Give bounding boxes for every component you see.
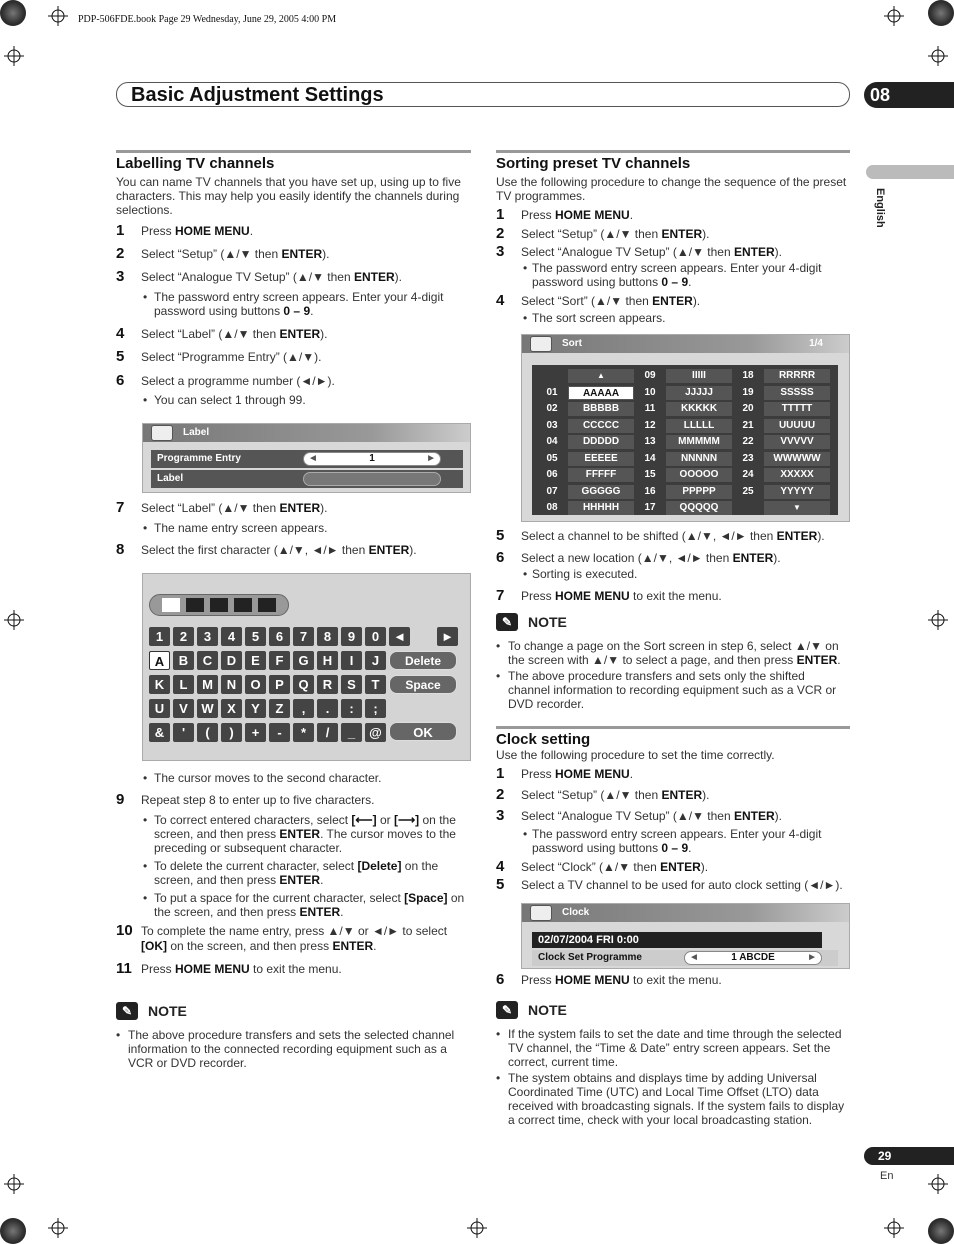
label-screen (142, 423, 471, 493)
step-bullet: • The password entry screen appears. Enter your 4-digit password using buttons 0 – 9. (496, 261, 850, 294)
keyboard-key[interactable]: J (365, 651, 386, 670)
sort-channel-name[interactable]: GGGGG (568, 485, 634, 499)
sort-channel-name[interactable]: MMMMM (666, 435, 732, 449)
list-item: • If the system fails to set the date and time through the selected TV channel, the “Time & Date” entry screen appears. Set the correct, current time. (496, 1027, 850, 1069)
sort-channel-name[interactable]: TTTTT (764, 402, 830, 416)
step: 5 Select a TV channel to be used for auto clock setting (◄/►). (496, 876, 843, 893)
language-tab (866, 165, 954, 179)
sort-channel-number: 09 (644, 370, 656, 381)
menu-icon (530, 905, 552, 921)
sort-channel-name[interactable]: FFFFF (568, 468, 634, 482)
left-steps-9-11 (116, 771, 471, 977)
step: 2 Select “Setup” (▲/▼ then ENTER). (496, 225, 710, 242)
left-steps-7-8 (116, 501, 471, 558)
sort-note (496, 613, 850, 713)
keyboard-key[interactable]: - (269, 723, 290, 742)
sort-channel-name[interactable]: PPPPP (666, 485, 732, 499)
step: 1 Press HOME MENU. (496, 206, 634, 223)
crosshair-icon (4, 46, 24, 66)
keyboard-key[interactable]: 7 (293, 627, 314, 646)
left-arrow-icon: ◄ (308, 453, 318, 464)
keyboard-key[interactable]: X (221, 699, 242, 718)
programme-entry-row[interactable] (151, 450, 463, 468)
list-item: • To delete the current character, select [Delete] on the screen, and then press ENTER. (116, 859, 471, 887)
section-title-sorting: Sorting preset TV channels (496, 150, 850, 172)
step-bullet: • The cursor moves to the second character. (116, 771, 471, 793)
sort-channel-name[interactable]: NNNNN (666, 452, 732, 466)
chapter-number: 08 (864, 82, 954, 108)
sort-channel-name[interactable]: AAAAA (568, 386, 634, 400)
keyboard-key[interactable]: O (245, 675, 266, 694)
step-bullet: • Sorting is executed. (496, 567, 850, 589)
step9-bullets (116, 813, 471, 919)
sort-channel-number: 13 (644, 436, 656, 447)
sort-channel-number: 02 (546, 403, 558, 414)
step: 4 Select “Label” (▲/▼ then ENTER). (116, 325, 328, 342)
sort-channel-number: 06 (546, 469, 558, 480)
keyboard-key[interactable]: I (341, 651, 362, 670)
sort-channel-number: 20 (742, 403, 754, 414)
sort-channel-number: 17 (644, 502, 656, 513)
keyboard-key[interactable]: 3 (197, 627, 218, 646)
sort-channel-number: 07 (546, 485, 558, 497)
crosshair-icon (928, 1174, 948, 1194)
keyboard-key[interactable]: F (269, 651, 290, 670)
sort-channel-number: 21 (742, 419, 754, 431)
step: 2 Select “Setup” (▲/▼ then ENTER). (116, 245, 330, 262)
keyboard-key[interactable]: 9 (341, 627, 362, 646)
name-entry-screen (142, 573, 471, 761)
keyboard-key[interactable]: P (269, 675, 290, 694)
sort-channel-name[interactable]: DDDDD (568, 435, 634, 449)
sort-channel-name[interactable]: QQQQQ (666, 501, 732, 515)
right-clock-section (496, 726, 850, 893)
sort-channel-name[interactable]: VVVVV (764, 435, 830, 449)
keyboard-key[interactable]: . (317, 699, 338, 718)
sort-channel-number: 03 (546, 419, 558, 431)
sort-channel-number: 04 (546, 436, 558, 447)
sort-channel-number: 05 (546, 452, 558, 464)
list-item: • The above procedure transfers and sets only the shifted channel information to recording equipment such as a VCR or DVD recorder. (496, 669, 850, 711)
step: 6 Press HOME MENU to exit the menu. (496, 971, 722, 988)
step: 11 Press HOME MENU to exit the menu. (116, 960, 342, 977)
step: 10 To complete the name entry, press ▲/▼ or ◄/► to select [OK] on the screen, and then press ENTER. (116, 922, 448, 953)
list-item: • To change a page on the Sort screen in step 6, select ▲/▼ on the screen with ▲/▼ to select a page, and then press ENTER. (496, 639, 850, 667)
programme-entry-value[interactable]: ◄ 1 ► (303, 452, 441, 466)
sort-channel-name[interactable]: XXXXX (764, 468, 830, 482)
sorting-intro: Use the following procedure to change the sequence of the preset TV programmes. (496, 175, 847, 203)
clock-screen (521, 903, 850, 969)
sort-channel-name[interactable]: YYYYY (764, 485, 830, 499)
keyboard-key[interactable]: Y (245, 699, 266, 718)
keyboard-key[interactable]: W (197, 699, 218, 718)
keyboard-key[interactable]: M (197, 675, 218, 694)
section-title-labelling: Labelling TV channels (116, 150, 471, 172)
sort-channel-name[interactable]: BBBBB (568, 402, 634, 416)
sort-channel-name[interactable]: WWWWW (764, 452, 830, 466)
clock-programme-selector[interactable]: ◄ 1 ABCDE ► (684, 951, 822, 965)
sort-channel-name[interactable]: SSSSS (764, 386, 830, 400)
crosshair-icon (467, 1218, 487, 1238)
sort-channel-name[interactable]: CCCCC (568, 419, 634, 433)
chapter-header (116, 82, 850, 107)
keyboard-key[interactable]: 2 (173, 627, 194, 646)
pencil-icon: ✎ (496, 613, 518, 631)
keyboard-key[interactable]: @ (365, 723, 386, 742)
keyboard-key[interactable]: E (245, 651, 266, 670)
label-row[interactable] (151, 470, 463, 488)
keyboard-key[interactable]: ( (197, 723, 218, 742)
section-title-clock: Clock setting (496, 726, 850, 748)
keyboard-key[interactable]: R (317, 675, 338, 694)
keyboard-key[interactable]: + (245, 723, 266, 742)
sort-channel-number: 08 (546, 502, 558, 513)
sort-channel-name[interactable]: JJJJJ (666, 386, 732, 400)
clock-set-programme-label: Clock Set Programme (538, 952, 642, 963)
step: 3 Select “Analogue TV Setup” (▲/▼ then ENTER). (116, 268, 402, 285)
sort-screen-title: Sort (562, 338, 582, 349)
clock-screen-title: Clock (562, 907, 590, 918)
step: 1 Press HOME MENU. (116, 222, 254, 239)
crosshair-icon (928, 610, 948, 630)
sort-channel-number: 18 (742, 370, 754, 381)
clock-datetime-row (532, 932, 822, 948)
keyboard-key[interactable]: , (293, 699, 314, 718)
keyboard-key[interactable]: Q (293, 675, 314, 694)
page-language: En (880, 1170, 894, 1182)
keyboard-key[interactable]: T (365, 675, 386, 694)
sort-channel-number: 16 (644, 485, 656, 497)
pencil-icon: ✎ (496, 1001, 518, 1019)
cursor-right-key[interactable]: ► (437, 627, 458, 646)
clock-intro: Use the following procedure to set the time correctly. (496, 748, 775, 762)
crosshair-icon (928, 46, 948, 66)
keyboard-key[interactable]: & (149, 723, 170, 742)
note-heading: ✎ NOTE (496, 613, 850, 631)
step: 8 Select the first character (▲/▼, ◄/► then ENTER). (116, 541, 417, 558)
keyboard-key[interactable]: U (149, 699, 170, 718)
sort-channel-number: 25 (742, 485, 754, 497)
step-bullet: • The name entry screen appears. (116, 521, 471, 543)
space-key[interactable]: Space (389, 675, 457, 694)
registration-circle-bottom-left (0, 1218, 26, 1244)
right-arrow-icon: ► (807, 952, 817, 963)
language-label: English (874, 188, 886, 228)
programme-entry-label: Programme Entry (157, 453, 241, 464)
keyboard-key[interactable]: S (341, 675, 362, 694)
step-bullet: • You can select 1 through 99. (116, 393, 471, 407)
delete-key[interactable]: Delete (389, 651, 457, 670)
label-screen-title: Label (183, 427, 210, 438)
label-row-label: Label (157, 473, 184, 484)
clock-datetime: 02/07/2004 FRI 0:00 (538, 934, 639, 946)
keyboard-key[interactable]: ) (221, 723, 242, 742)
step: 5 Select a channel to be shifted (▲/▼, ◄/► then ENTER). (496, 527, 825, 544)
step: 5 Select “Programme Entry” (▲/▼). (116, 348, 322, 365)
sort-screen (521, 334, 850, 522)
step: 7 Select “Label” (▲/▼ then ENTER). (116, 499, 328, 516)
crosshair-icon (884, 6, 904, 26)
sort-channel-name[interactable]: OOOOO (666, 468, 732, 482)
keyboard-key[interactable]: : (341, 699, 362, 718)
chapter-title: Basic Adjustment Settings (131, 84, 384, 106)
keyboard-key[interactable]: ; (365, 699, 386, 718)
left-column (116, 150, 471, 217)
sort-channel-number: 23 (742, 452, 754, 464)
keyboard-key[interactable]: 0 (365, 627, 386, 646)
crosshair-icon (48, 6, 68, 26)
list-item: • To correct entered characters, select [⟵] or [⟶] on the screen, and then press ENTER. The cursor moves to the preceding or subsequent character. (116, 813, 471, 855)
step-bullet: • The sort screen appears. (496, 311, 850, 325)
keyboard-key[interactable]: D (221, 651, 242, 670)
keyboard-key[interactable]: Z (269, 699, 290, 718)
menu-icon (151, 425, 173, 441)
keyboard-key[interactable]: / (317, 723, 338, 742)
sort-channel-name[interactable]: RRRRR (764, 369, 830, 383)
label-screen-header (143, 424, 470, 442)
keyboard-key[interactable]: H (317, 651, 338, 670)
step: 7 Press HOME MENU to exit the menu. (496, 587, 722, 604)
keyboard-key[interactable]: A (149, 651, 170, 670)
step: 3 Select “Analogue TV Setup” (▲/▼ then ENTER). (496, 243, 782, 260)
step: 4 Select “Clock” (▲/▼ then ENTER). (496, 858, 709, 875)
keyboard-key[interactable]: ' (173, 723, 194, 742)
left-note (116, 1002, 471, 1072)
book-info-line: PDP-506FDE.book Page 29 Wednesday, June 29, 2005 4:00 PM (78, 14, 337, 25)
crosshair-icon (4, 610, 24, 630)
left-steps-1-6 (116, 224, 471, 407)
step: 3 Select “Analogue TV Setup” (▲/▼ then ENTER). (496, 807, 782, 824)
keyboard-key[interactable]: G (293, 651, 314, 670)
keyboard-key[interactable]: 4 (221, 627, 242, 646)
pencil-icon: ✎ (116, 1002, 138, 1020)
crosshair-icon (884, 1218, 904, 1238)
step-bullet: • The password entry screen appears. Enter your 4-digit password using buttons 0 – 9. (116, 290, 471, 327)
left-arrow-icon: ◄ (689, 952, 699, 963)
keyboard-key[interactable]: 8 (317, 627, 338, 646)
clock-step-6 (496, 973, 850, 988)
list-item: • The system obtains and displays time by adding Universal Coordinated Time (UTC) and Local Time Offset (LTO) data received with broadcasting signals. If the system fails to display a correct time, check with your local broadcasting station. (496, 1071, 850, 1127)
step: 9 Repeat step 8 to enter up to five characters. (116, 791, 375, 808)
step: 4 Select “Sort” (▲/▼ then ENTER). (496, 292, 701, 309)
sort-channel-name[interactable]: KKKKK (666, 402, 732, 416)
right-sort-steps-5-7 (496, 529, 850, 604)
sort-channel-number: 24 (742, 469, 754, 480)
keyboard-key[interactable]: 5 (245, 627, 266, 646)
sort-channel-name[interactable]: IIIII (666, 369, 732, 383)
keyboard-key[interactable]: V (173, 699, 194, 718)
note-list (116, 1028, 471, 1070)
cursor-left-key[interactable]: ◄ (389, 627, 410, 646)
step: 6 Select a new location (▲/▼, ◄/► then ENTER). (496, 549, 781, 566)
list-item: • The above procedure transfers and sets the selected channel information to the connected recording equipment such as a VCR or DVD recorder. (116, 1028, 471, 1070)
label-value-field[interactable] (303, 472, 441, 486)
ok-key[interactable]: OK (389, 722, 457, 741)
sort-channel-number: 11 (644, 403, 656, 414)
crosshair-icon (48, 1218, 68, 1238)
keyboard-key[interactable]: 1 (149, 627, 170, 646)
keyboard-key[interactable]: L (173, 675, 194, 694)
clock-screen-header (522, 904, 849, 922)
note-heading: ✎ NOTE (116, 1002, 471, 1020)
page-number: 29 (864, 1147, 954, 1165)
right-arrow-icon: ► (426, 453, 436, 464)
sort-channel-number: 10 (644, 386, 656, 398)
clock-note (496, 1001, 850, 1129)
sort-grid (522, 335, 851, 523)
right-sort-section (496, 150, 850, 325)
keyboard-key[interactable]: * (293, 723, 314, 742)
registration-circle-top-right (928, 0, 954, 26)
keyboard-key[interactable]: 6 (269, 627, 290, 646)
labelling-intro: You can name TV channels that you have set up, using up to five characters. This may help you easily identify the channels during selections. (116, 175, 461, 217)
keyboard-key[interactable]: B (173, 651, 194, 670)
list-item: • To put a space for the current character, select [Space] on the screen, and then press ENTER. (116, 891, 471, 919)
keyboard-key[interactable]: C (197, 651, 218, 670)
sort-page-down-button[interactable]: ▼ (764, 501, 830, 515)
step: 1 Press HOME MENU. (496, 765, 634, 782)
sort-channel-number: 19 (742, 386, 754, 398)
sort-channel-number: 22 (742, 436, 754, 447)
keyboard-key[interactable]: K (149, 675, 170, 694)
step-bullet: • The password entry screen appears. Enter your 4-digit password using buttons 0 – 9. (496, 827, 850, 860)
sort-channel-name[interactable]: UUUUU (764, 419, 830, 433)
registration-circle-bottom-right (928, 1218, 954, 1244)
sort-channel-name[interactable]: HHHHH (568, 501, 634, 515)
sort-channel-number: 01 (546, 386, 558, 398)
sort-channel-name[interactable]: EEEEE (568, 452, 634, 466)
step: 6 Select a programme number (◄/►). (116, 372, 335, 389)
crosshair-icon (4, 1174, 24, 1194)
clock-set-programme-row[interactable] (532, 950, 838, 966)
sort-channel-number: 14 (644, 452, 656, 464)
step: 2 Select “Setup” (▲/▼ then ENTER). (496, 786, 710, 803)
note-heading: ✎ NOTE (496, 1001, 850, 1019)
sort-channel-number: 15 (644, 469, 656, 480)
note-list (496, 639, 850, 711)
sort-page-up-button[interactable]: ▲ (568, 369, 634, 383)
sort-channel-name[interactable]: LLLLL (666, 419, 732, 433)
registration-circle-top-left (0, 0, 26, 26)
sort-channel-number: 12 (644, 419, 656, 431)
keyboard-key[interactable]: _ (341, 723, 362, 742)
note-list (496, 1027, 850, 1127)
keyboard-key[interactable]: N (221, 675, 242, 694)
sort-page-indicator: 1/4 (809, 338, 823, 349)
